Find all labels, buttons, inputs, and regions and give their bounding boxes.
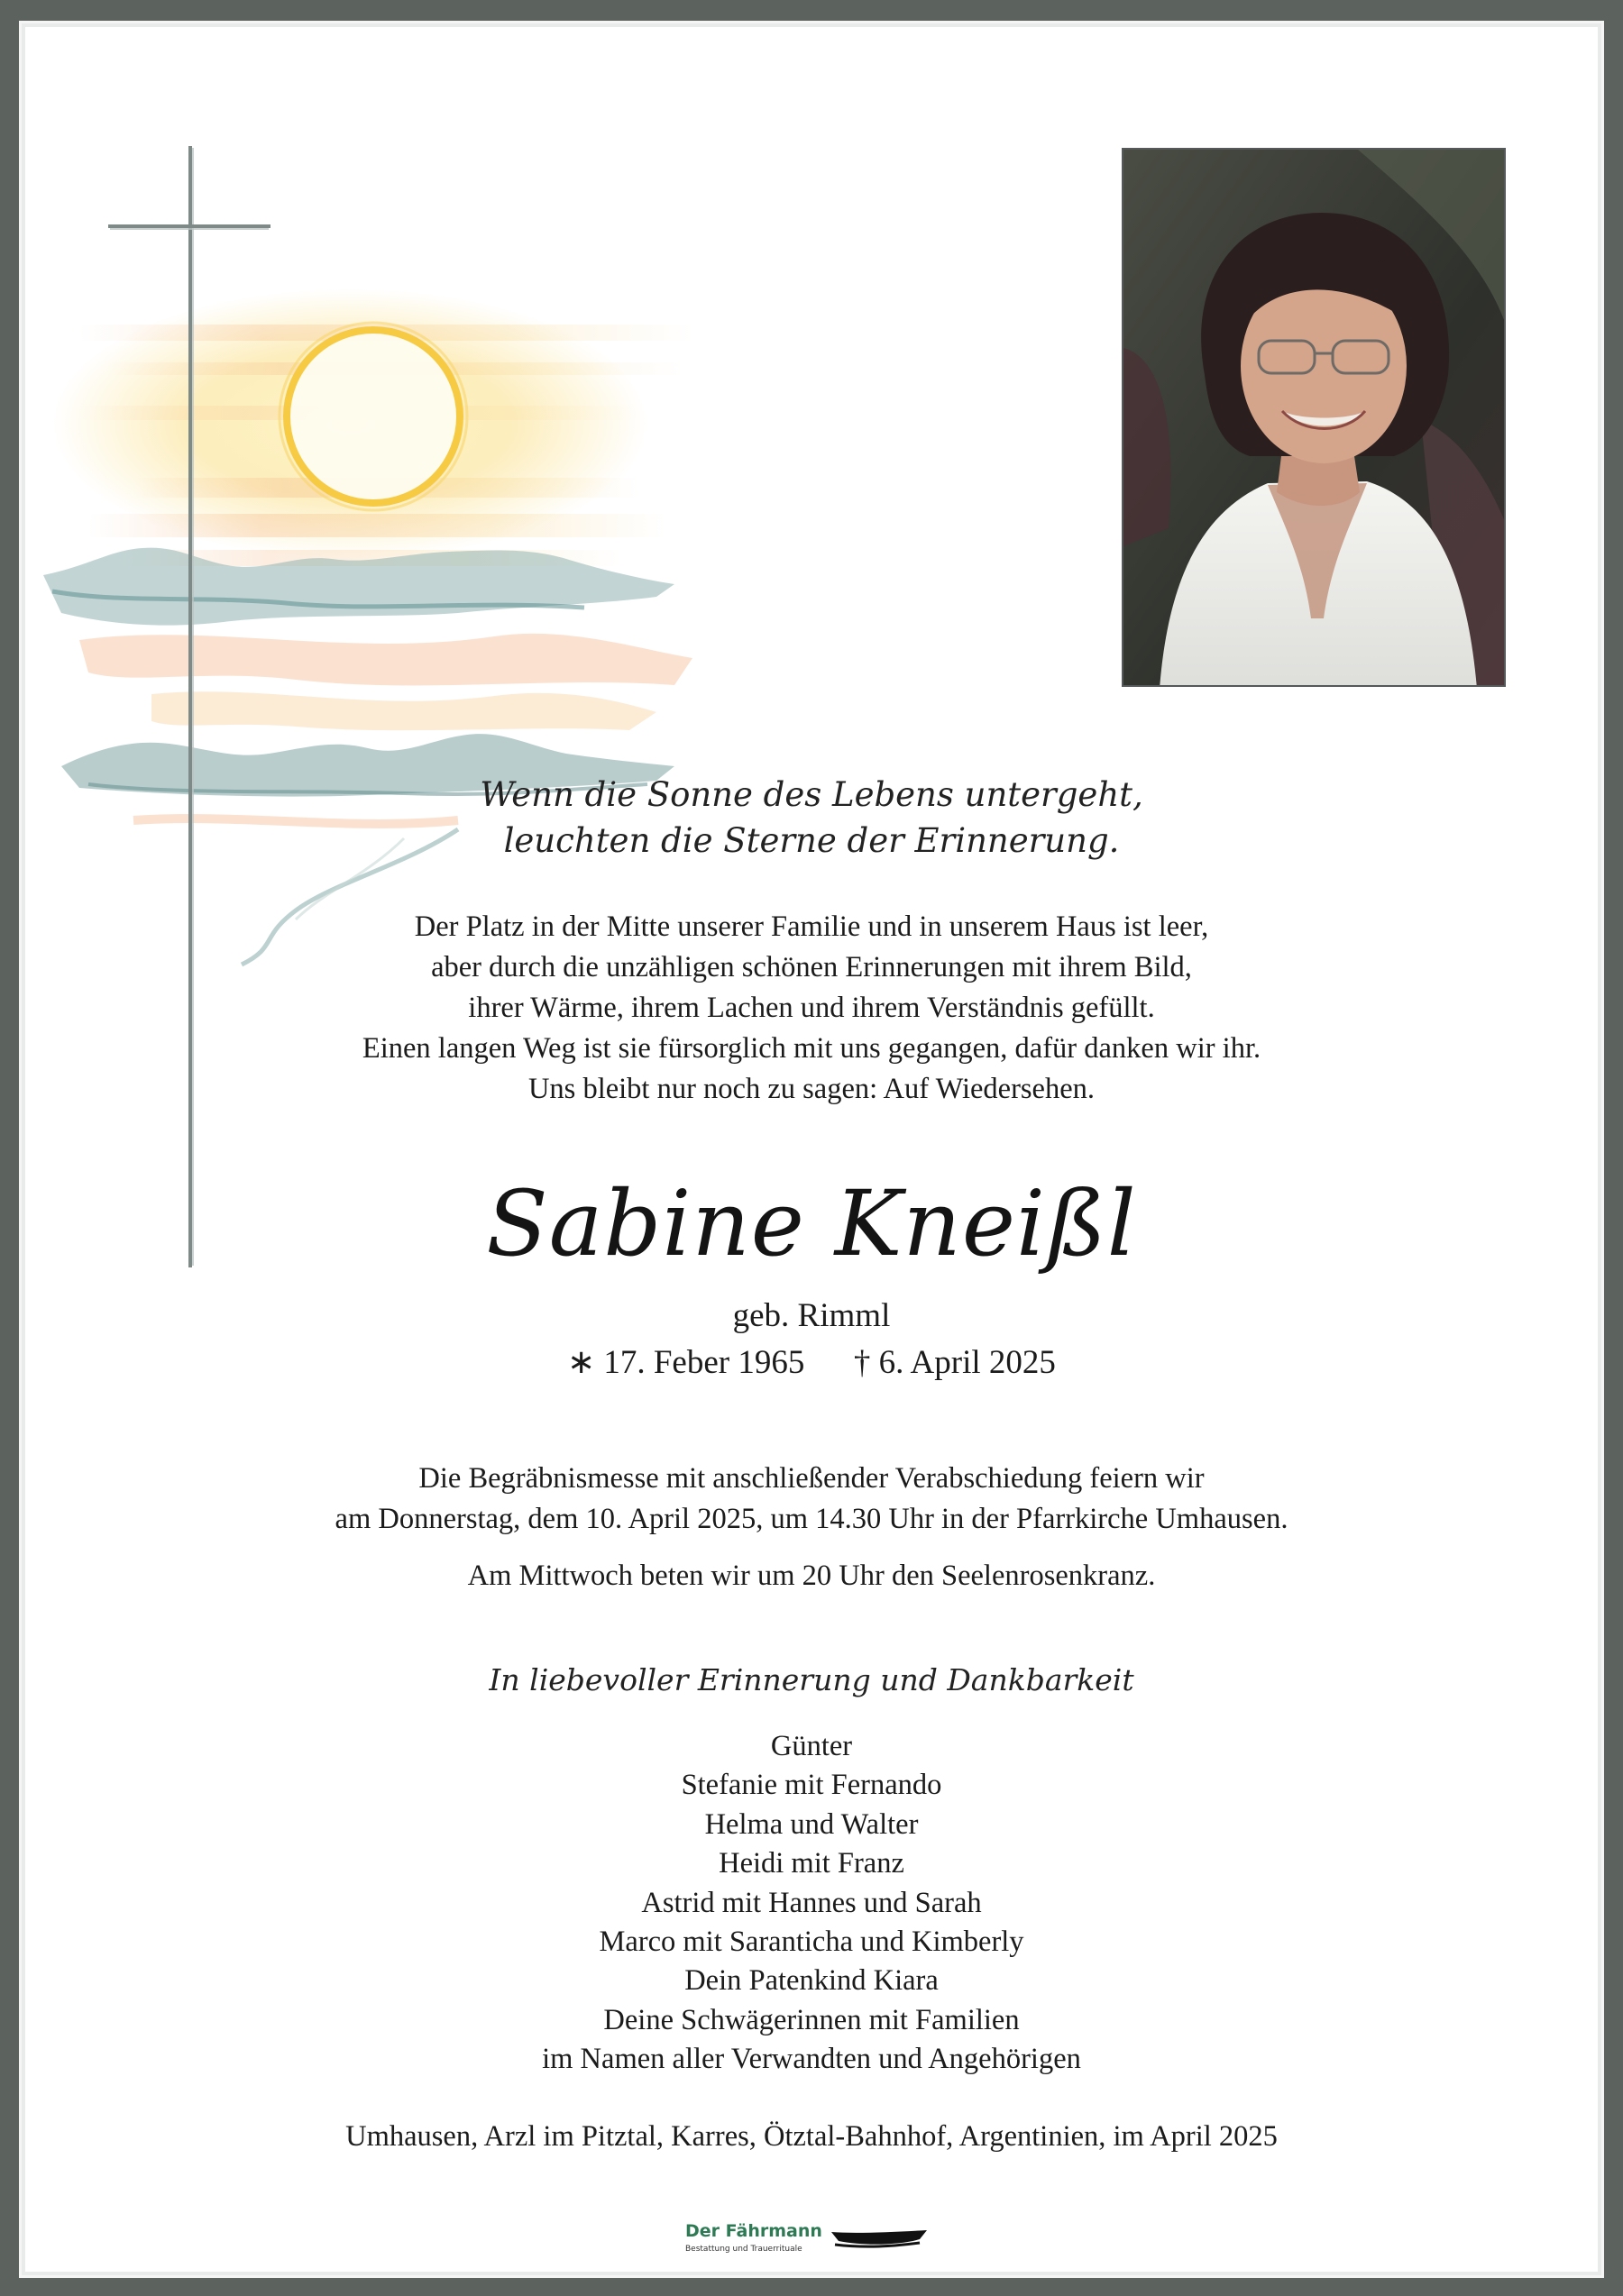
- brand-name: Der Fährmann: [685, 2221, 822, 2241]
- maiden-name: geb. Rimml: [732, 1297, 891, 1334]
- tribute-text: [25, 907, 1598, 1110]
- mourner-item: Helma und Walter: [704, 1807, 919, 1841]
- motto-verse: [25, 772, 1598, 864]
- obituary-card: [25, 27, 1598, 2272]
- sun-icon: [287, 330, 460, 503]
- tribute-line: Uns bleibt nur noch zu sagen: Auf Wiedersehen.: [527, 1073, 1096, 1105]
- birth-symbol-icon: ∗: [567, 1344, 596, 1381]
- brand-tagline: Bestattung und Trauerrituale: [685, 2245, 802, 2254]
- tribute-line: ihrer Wärme, ihrem Lachen und ihrem Verständnis gefüllt.: [468, 992, 1155, 1024]
- mourner-item: Günter: [770, 1730, 853, 1762]
- mourner-item: Astrid mit Hannes und Sarah: [641, 1886, 982, 1919]
- tribute-line: aber durch die unzähligen schönen Erinnerungen mit ihrem Bild,: [431, 951, 1192, 983]
- mourner-item: Deine Schwägerinnen mit Familien: [603, 2003, 1020, 2036]
- mourner-item: Marco mit Saranticha und Kimberly: [599, 1926, 1024, 1959]
- funeral-home-logo: [685, 2221, 956, 2275]
- mourner-item: im Namen aller Verwandten und Angehörigen: [542, 2043, 1081, 2076]
- mourner-item: Dein Patenkind Kiara: [684, 1964, 939, 1998]
- life-dates: [25, 1338, 1598, 1388]
- motto-line-2: leuchten die Sterne der Erinnerung.: [503, 821, 1120, 860]
- death-date: 6. April 2025: [878, 1344, 1056, 1381]
- portrait-photo: [1122, 148, 1506, 687]
- death-symbol-icon: †: [853, 1344, 871, 1381]
- deceased-name: Sabine Kneißl: [486, 1171, 1137, 1276]
- mourner-item: Stefanie mit Fernando: [681, 1769, 942, 1802]
- motto-line-1: Wenn die Sonne des Lebens untergeht,: [480, 775, 1143, 814]
- service-line-2: am Donnerstag, dem 10. April 2025, um 14.30 Uhr in der Pfarrkirche Umhausen.: [335, 1503, 1288, 1535]
- funeral-service-info: [25, 1459, 1598, 1540]
- boat-icon: [830, 2227, 929, 2254]
- mourner-item: Heidi mit Franz: [719, 1847, 904, 1880]
- service-line-1: Die Begräbnismesse mit anschließender Verabschiedung feiern wir: [418, 1462, 1205, 1495]
- tribute-line: Einen langen Weg ist sie fürsorglich mit uns gegangen, dafür danken wir ihr.: [362, 1032, 1261, 1065]
- places-and-date: Umhausen, Arzl im Pitztal, Karres, Ötztal-Bahnhof, Argentinien, im April 2025: [345, 2120, 1278, 2153]
- birth-date: 17. Feber 1965: [603, 1344, 805, 1381]
- mourners-list: [25, 1727, 1598, 2080]
- rosary-info: Am Mittwoch beten wir um 20 Uhr den Seelenrosenkranz.: [467, 1560, 1156, 1592]
- dedication-heading: In liebevoller Erinnerung und Dankbarkeit: [489, 1662, 1134, 1697]
- tribute-line: Der Platz in der Mitte unserer Familie und in unserem Haus ist leer,: [414, 910, 1209, 943]
